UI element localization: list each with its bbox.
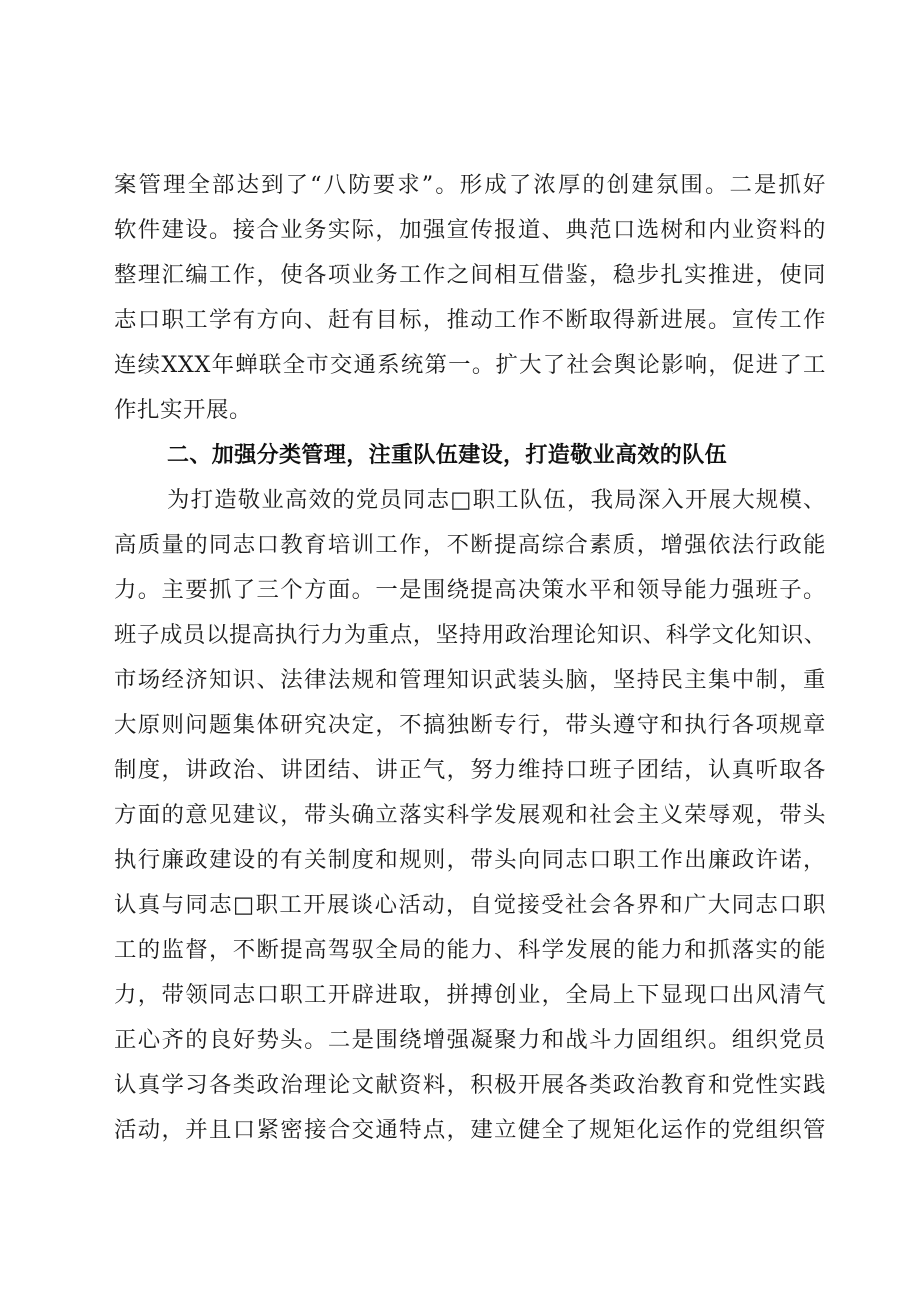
text-line: 认真学习各类政治理论文献资料，积极开展各类政治教育和党性实践 [114,1072,826,1098]
text-line: 制度，讲政治、讲团结、讲正气，努力维持口班子团结，认真听取各 [114,757,826,783]
text-line: 活动，并且口紧密接合交通特点，建立健全了规矩化运作的党组织管 [114,1117,826,1143]
text-line: 高质量的同志口教育培训工作，不断提高综合素质，增强依法行政能 [114,532,826,558]
text-line: 软件建设。接合业务实际，加强宣传报道、典范口选树和内业资料的 [114,217,826,243]
text-line: 正心齐的良好势头。二是围绕增强凝聚力和战斗力固组织。组织党员 [114,1027,826,1053]
body-text [114,163,826,1153]
text-line: 执行廉政建设的有关制度和规则，带头向同志口职工作出廉政许诺， [114,847,826,873]
text-line: 市场经济知识、法律法规和管理知识武装头脑，坚持民主集中制，重 [114,667,826,693]
text-line: 作扎实开展。 [114,397,252,423]
text-line: 连续XXX年蝉联全市交通系统第一。扩大了社会舆论影响，促进了工 [114,352,826,378]
text-line: 整理汇编工作，使各项业务工作之间相互借鉴，稳步扎实推进，使同 [114,262,826,288]
text-line: 方面的意见建议，带头确立落实科学发展观和社会主义荣辱观，带头 [114,802,826,828]
text-line: 力。主要抓了三个方面。一是围绕提高决策水平和领导能力强班子。 [114,577,826,603]
text-line: 案管理全部达到了“八防要求”。形成了浓厚的创建氛围。二是抓好 [114,172,826,198]
text-line: 志口职工学有方向、赶有目标，推动工作不断取得新进展。宣传工作 [114,307,826,333]
text-line: 大原则问题集体研究决定，不搞独断专行，带头遵守和执行各项规章 [114,712,826,738]
text-line: 力，带领同志口职工开辟进取，拼搏创业，全局上下显现口出风清气 [114,982,826,1008]
text-line: 班子成员以提高执行力为重点，坚持用政治理论知识、科学文化知识、 [114,622,827,648]
text-line: 为打造敬业高效的党员同志□职工队伍，我局深入开展大规模、 [167,487,826,513]
text-line: 工的监督，不断提高驾驭全局的能力、科学发展的能力和抓落实的能 [114,937,826,963]
text-line: 认真与同志□职工开展谈心活动，自觉接受社会各界和广大同志口职 [114,892,826,918]
section-heading: 二、加强分类管理，注重队伍建设，打造敬业高效的队伍 [167,443,728,468]
